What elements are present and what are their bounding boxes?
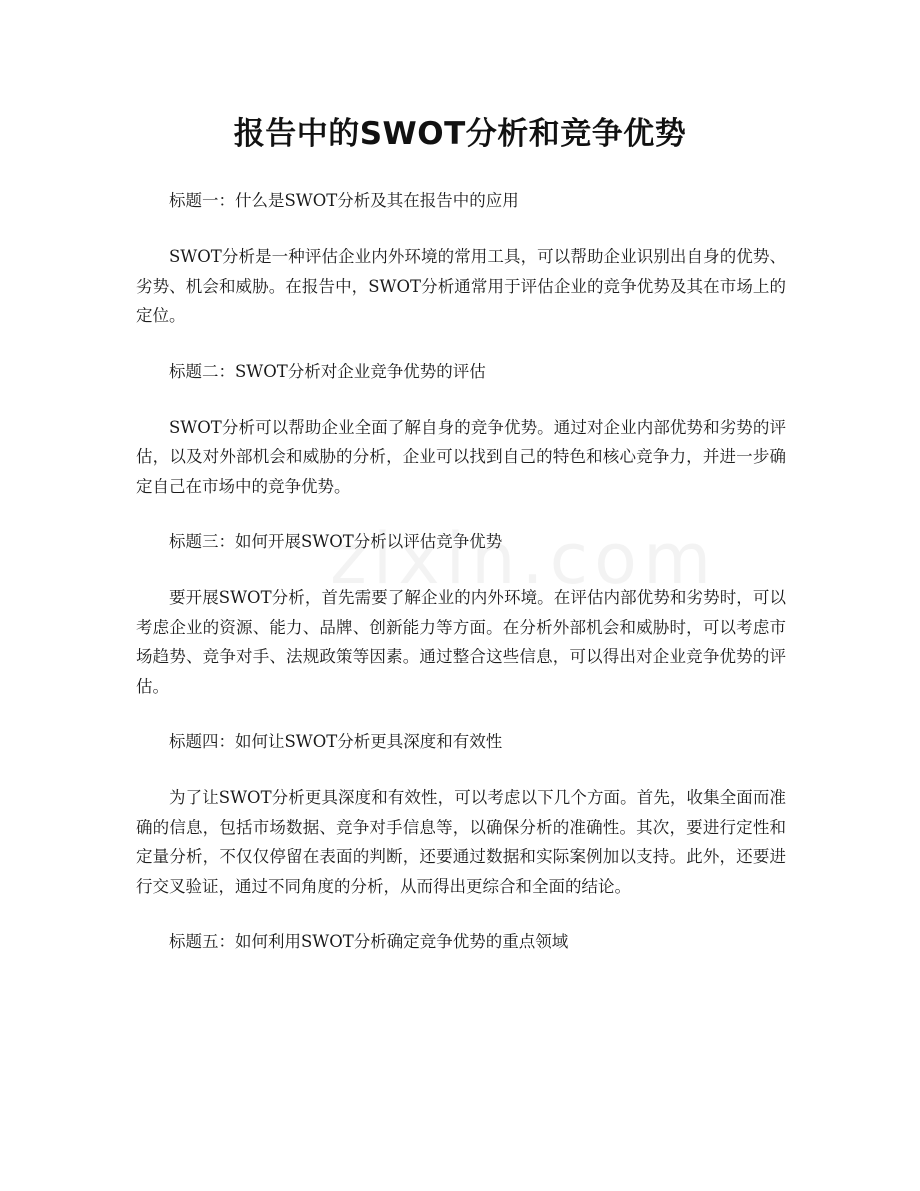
document-body bbox=[136, 186, 786, 956]
section-heading-2: 标题二：SWOT分析对企业竞争优势的评估 bbox=[169, 361, 486, 381]
section-paragraph-4: 为了让SWOT分析更具深度和有效性，可以考虑以下几个方面。首先，收集全面而准确的信息，包括市场数据、竞争对手信息等，以确保分析的准确性。其次，要进行定性和定量分析，不仅仅停留在表面的判断，还要通过数据和实际案例加以支持。此外，还要进行交叉验证，通过不同角度的分析，从而得出更综合和全面的结论。 bbox=[136, 788, 786, 896]
section-paragraph-3: 要开展SWOT分析，首先需要了解企业的内外环境。在评估内部优势和劣势时，可以考虑企业的资源、能力、品牌、创新能力等方面。在分析外部机会和威胁时，可以考虑市场趋势、竞争对手、法规政策等因素。通过整合这些信息，可以得出对企业竞争优势的评估。 bbox=[136, 588, 786, 696]
section-heading-3: 标题三：如何开展SWOT分析以评估竞争优势 bbox=[169, 532, 503, 551]
page-title: 报告中的SWOT分析和竞争优势 bbox=[233, 116, 687, 152]
section-paragraph-1: SWOT分析是一种评估企业内外环境的常用工具，可以帮助企业识别出自身的优势、劣势、机会和威胁。在报告中，SWOT分析通常用于评估企业的竞争优势及其在市场上的定位。 bbox=[136, 247, 786, 325]
section-heading-4: 标题四：如何让SWOT分析更具深度和有效性 bbox=[169, 732, 503, 751]
section-heading-1: 标题一：什么是SWOT分析及其在报告中的应用 bbox=[169, 191, 519, 210]
section-paragraph-2: SWOT分析可以帮助企业全面了解自身的竞争优势。通过对企业内部优势和劣势的评估，以及对外部机会和威胁的分析，企业可以找到自己的特色和核心竞争力，并进一步确定自己在市场中的竞争优势。 bbox=[136, 417, 786, 496]
section-heading-5: 标题五：如何利用SWOT分析确定竞争优势的重点领域 bbox=[169, 932, 569, 951]
